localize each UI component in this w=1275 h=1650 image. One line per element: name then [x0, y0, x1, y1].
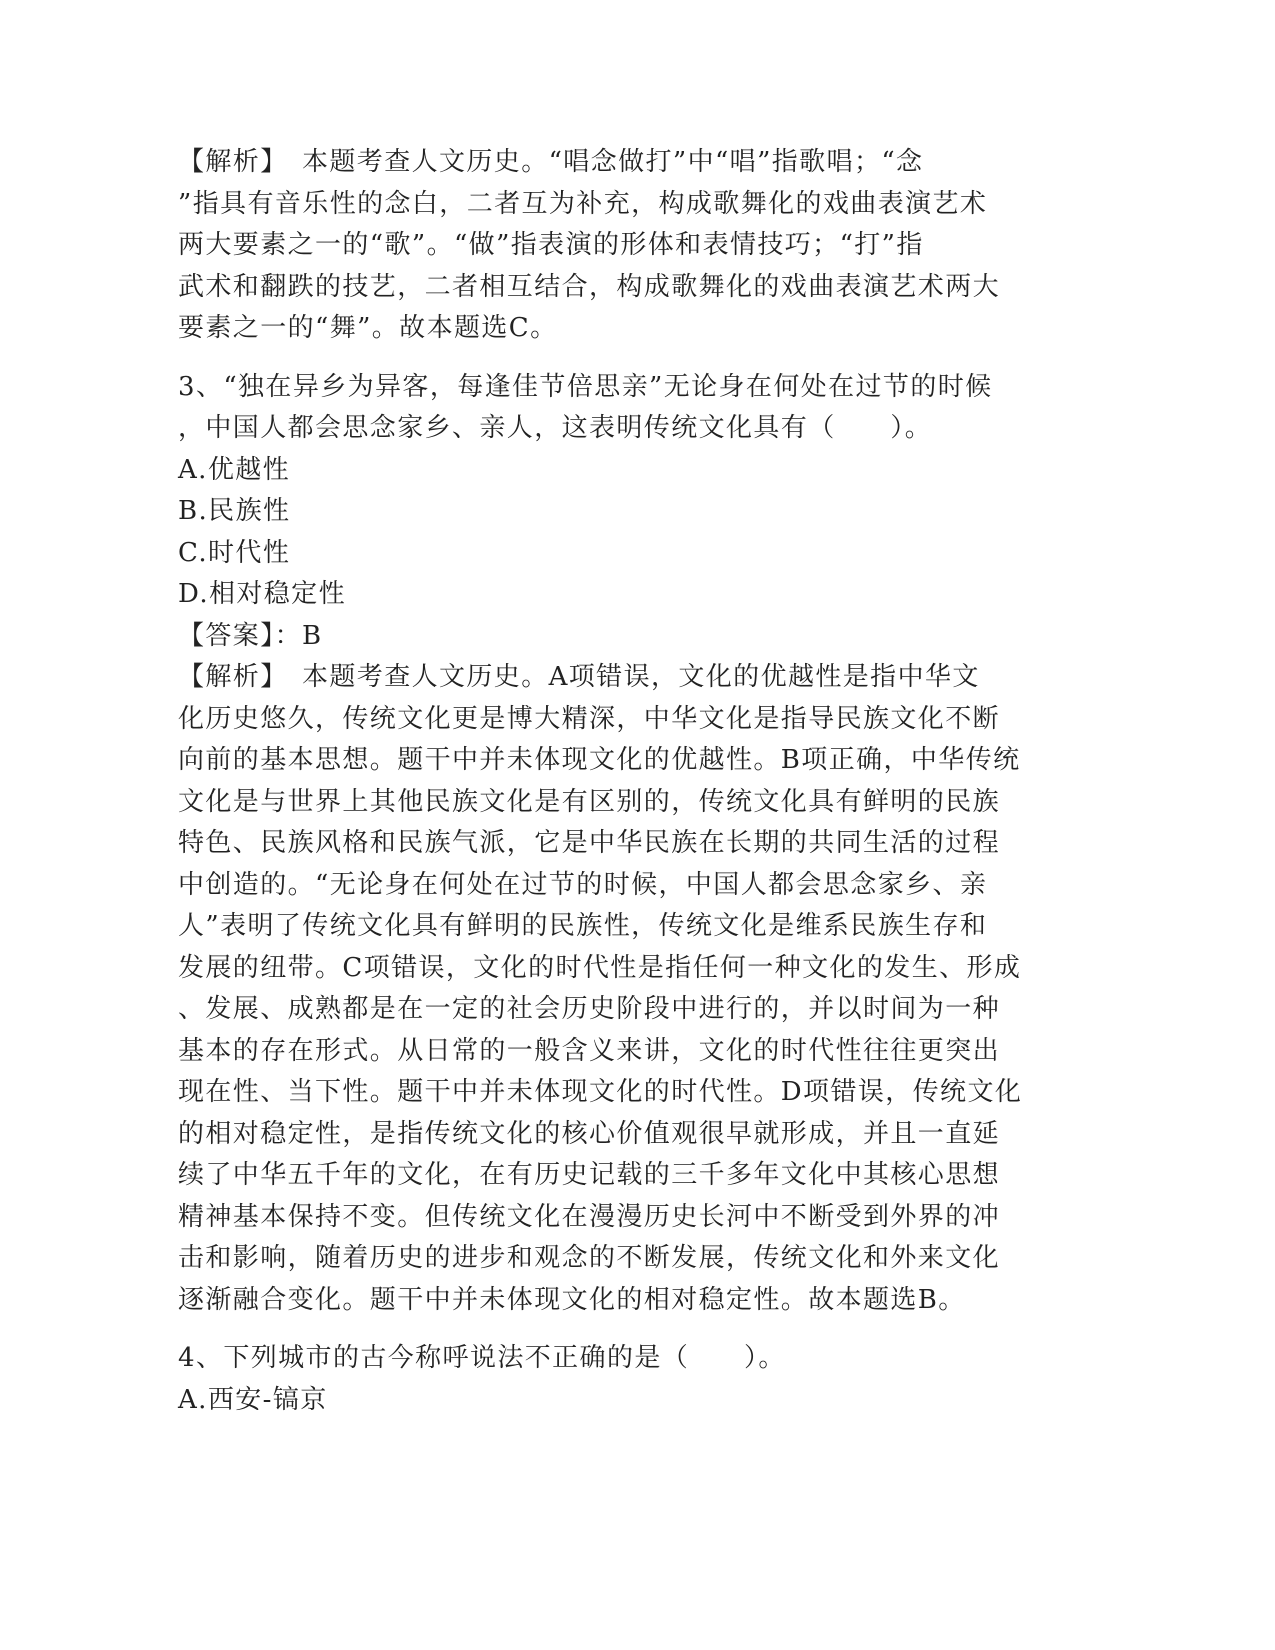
option-b: B.民族性 [178, 496, 291, 526]
analysis-line: 【解析】 本题考查人文历史。“唱念做打”中“唱”指歌唱；“念 [178, 147, 924, 177]
analysis-line: 两大要素之一的“歌”。“做”指表演的形体和表情技巧；“打”指 [178, 230, 924, 260]
paragraph-gap [178, 1321, 1038, 1338]
question-stem-line: ，中国人都会思念家乡、亲人，这表明传统文化具有（ ）。 [178, 413, 933, 443]
option-a: A.西安-镐京 [178, 1384, 328, 1415]
question-3 [178, 367, 1038, 1322]
question-4 [178, 1338, 1038, 1421]
answer-line: 【答案】：B [178, 620, 323, 651]
paragraph-gap [178, 350, 1038, 367]
analysis-line: 武术和翻跌的技艺，二者相互结合，构成歌舞化的戏曲表演艺术两大 [178, 271, 1001, 302]
analysis-line: 【解析】 本题考查人文历史。A项错误，文化的优越性是指中华文 [178, 662, 980, 692]
analysis-line: 特色、民族风格和民族气派，它是中华民族在长期的共同生活的过程 [178, 828, 1001, 858]
analysis-line: 续了中华五千年的文化，在有历史记载的三千多年文化中其核心思想 [178, 1160, 1001, 1190]
document-page [178, 142, 1038, 1421]
analysis-line: 精神基本保持不变。但传统文化在漫漫历史长河中不断受到外界的冲 [178, 1201, 1001, 1232]
analysis-line: ”指具有音乐性的念白，二者互为补充，构成歌舞化的戏曲表演艺术 [178, 188, 988, 219]
analysis-line: 发展的纽带。C项错误，文化的时代性是指任何一种文化的发生、形成 [178, 952, 1022, 983]
analysis-line: 人”表明了传统文化具有鲜明的民族性，传统文化是维系民族生存和 [178, 911, 988, 941]
analysis-block-q2 [178, 142, 1038, 350]
option-a: A.优越性 [178, 454, 291, 485]
analysis-line: 的相对稳定性，是指传统文化的核心价值观很早就形成，并且一直延 [178, 1118, 1001, 1149]
question-stem-line: 3、“独在异乡为异客，每逢佳节倍思亲”无论身在何处在过节的时候 [178, 371, 993, 402]
analysis-line: 逐渐融合变化。题干中并未体现文化的相对稳定性。故本题选B。 [178, 1284, 966, 1315]
analysis-line: 中创造的。“无论身在何处在过节的时候，中国人都会思念家乡、亲 [178, 869, 988, 900]
analysis-line: 现在性、当下性。题干中并未体现文化的时代性。D项错误，传统文化 [178, 1077, 1023, 1107]
analysis-line: 要素之一的“舞”。故本题选C。 [178, 313, 558, 343]
analysis-line: 、发展、成熟都是在一定的社会历史阶段中进行的，并以时间为一种 [178, 994, 1001, 1024]
analysis-line: 击和影响，随着历史的进步和观念的不断发展，传统文化和外来文化 [178, 1243, 1001, 1273]
question-stem-line: 4、下列城市的古今称呼说法不正确的是（ ）。 [178, 1343, 786, 1373]
analysis-line: 基本的存在形式。从日常的一般含义来讲，文化的时代性往往更突出 [178, 1035, 1001, 1066]
analysis-line: 化历史悠久，传统文化更是博大精深，中华文化是指导民族文化不断 [178, 703, 1001, 734]
option-c: C.时代性 [178, 537, 291, 568]
analysis-line: 向前的基本思想。题干中并未体现文化的优越性。B项正确，中华传统 [178, 745, 1021, 775]
option-d: D.相对稳定性 [178, 579, 346, 609]
analysis-line: 文化是与世界上其他民族文化是有区别的，传统文化具有鲜明的民族 [178, 786, 1001, 817]
